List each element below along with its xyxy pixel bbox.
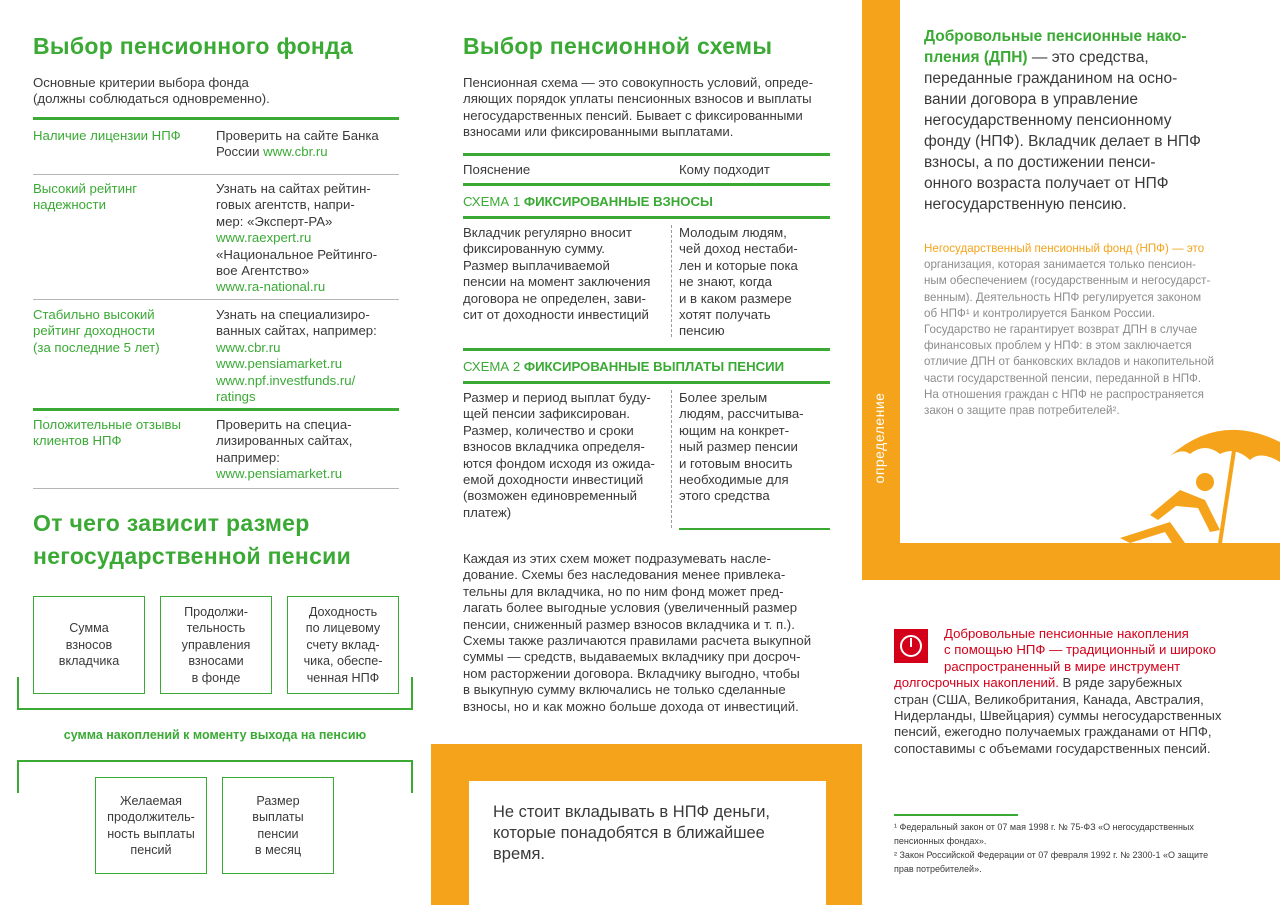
divider [33,117,399,120]
footnotes: ¹ Федеральный закон от 07 мая 1998 г. № 75-ФЗ «О негосударственных пенсионных фондах». ² Закон Российской Федерации от 07 февраля 1992 г. № 2300-1 «О защите прав потребителей». [894,822,1209,874]
link-investfunds[interactable]: www.npf.investfunds.ru/ [216,372,356,388]
footnote-divider [894,814,1018,816]
sum-label: сумма накоплений к моменту выхода на пенсию [63,728,367,742]
check-reviews: Проверить на специа- лизированных сайтах, например: www.pensiamarket.ru [216,417,404,483]
npf-definition: Негосударственный пенсионный фонд (НПФ) — это организация, которая занимается только пенсион- ным обеспечением (государственным и негосударст- венным). Деятельность НПФ регулируется законом об НПФ¹ и контролируется Банком России. Государство не гарантирует возврат ДПН в случае финансовых проблем у НПФ: в этом заключается отличие ДПН от банковских вкладов и накопительной части государственной пенсии, переданной в НПФ. На отношения граждан с НПФ не распространяется закон о защите прав потребителей². [924,242,1214,418]
scheme1-header: СХЕМА 1 ФИКСИРОВАННЫЕ ВЗНОСЫ [463,194,713,209]
side-label: определение [871,392,887,484]
fund-criteria-intro: Основные критерии выбора фонда (должны соблюдаться одновременно). [33,75,270,107]
divider [463,381,830,384]
scheme2-desc: Размер и период выплат буду- щей пенсии зафиксирован. Размер, количество и сроки взносов вкладчика определя- ются фондом исходя из ожида- емой доходности инвестиций (возможен единовременный платеж) [463,390,655,520]
dpn-definition: Добровольные пенсионные нако- пления (ДПН) — это средства, переданные гражданином на осно- вании договора в управление негосударственному пенсионному фонду (НПФ). Вкладчик делает в НПФ взносы, а по достижении пенси- онного возраста получает от НПФ негосударственную пенсию. [924,28,1201,213]
criterion-profitability: Стабильно высокий рейтинг доходности (за последние 5 лет) [33,307,160,355]
divider [679,528,830,530]
scheme2-header: СХЕМА 2 ФИКСИРОВАННЫЕ ВЫПЛАТЫ ПЕНСИИ [463,359,785,374]
scheme1-suits: Молодым людям, чей доход нестаби- лен и которые пока не знают, когда и в каком размере хотят получать пенсию [679,225,798,339]
scheme-choice-title: Выбор пенсионной схемы [463,33,773,59]
divider [33,408,399,411]
col-suits-header: Кому подходит [679,162,770,177]
fund-choice-title: Выбор пенсионного фонда [33,33,354,59]
check-license: Проверить на сайте Банка России www.cbr.ru [216,128,379,160]
alert-text: Добровольные пенсионные накопления с помощью НПФ — традиционный и широко распространенный в мире инструмент долгосрочных накоплений. В ряде зарубежных стран (США, Великобритания, Канада, Австралия, Нидерланды, Швейцария) суммы негосударственных пенсий, ежегодно получаемых гражданами от НПФ, сопоставимы с объемами государственных пенсий. [894,626,1222,756]
link-cbr[interactable]: www.cbr.ru [263,144,328,160]
divider [463,183,830,186]
divider [463,348,830,351]
link-raexpert[interactable]: www.raexpert.ru [216,230,312,246]
note-text: Не стоит вкладывать в НПФ деньги, которые понадобятся в ближайшее время. [493,803,771,863]
side-label-wrap [862,340,900,550]
row-divider [33,174,399,175]
scheme1-desc: Вкладчик регулярно вносит фиксированную сумму. Размер выплачиваемой пенсии на момент заключения договора не определен, зави- сит от доходности инвестиций [463,225,651,323]
link-ra-national[interactable]: www.ra-national.ru [216,279,326,295]
row-divider [33,488,399,489]
schemes-paragraph: Каждая из этих схем может подразумевать насле- дование. Схемы без наследования менее привлека- тельны для вкладчика, но по ним фонд может пред- лагать более выгодные условия (увеличенный размер пенсии, сниженный размер взносов вкладчика и т. п.). Схемы также различаются правилами расчета выкупной суммы — средств, выдаваемых вкладчику при досроч- ном расторжении договора. Вкладчику выгодно, чтобы в выкупную сумму включались не только сделанные взносы, но и как можно больше дохода от инвестиций. [463,551,812,714]
beach-umbrella-icon [1110,420,1280,543]
result-duration: Желаемая продолжитель- ность выплаты пенсий [95,777,207,874]
row-divider [33,299,399,300]
factor-contributions: Сумма взносов вкладчика [33,596,145,694]
link-cbr-2[interactable]: www.cbr.ru [216,339,281,355]
link-pensiamarket-2[interactable]: www.pensiamarket.ru [216,466,343,482]
divider [463,216,830,219]
pension-size-title: От чего зависит размер негосударственной пенсии [33,510,352,569]
criterion-license: Наличие лицензии НПФ [33,128,181,143]
link-investfunds-ratings[interactable]: ratings [216,389,256,405]
scheme-intro: Пенсионная схема — это совокупность условий, опреде- ляющих порядок уплаты пенсионных взносов и выплаты негосударственных пенсий. Бывает с фиксированными взносами или фиксированными выплатами. [463,75,813,140]
divider [463,153,830,156]
factor-duration: Продолжи- тельность управления взносами в фонде [160,596,272,694]
bracket-top [17,677,413,710]
column-separator [671,390,672,528]
link-pensiamarket[interactable]: www.pensiamarket.ru [216,356,343,372]
check-rating: Узнать на сайтах рейтин- говых агентств, напри- мер: «Эксперт-РА» www.raexpert.ru «Национальное Рейтинго- вое Агентство» www.ra-national.ru [216,181,404,296]
criterion-reviews: Положительные отзывы клиентов НПФ [33,417,181,449]
check-profitability: Узнать на специализиро- ванных сайтах, например: www.cbr.ru www.pensiamarket.ru www.npf.investfunds.ru/ ratings [216,307,404,405]
result-amount: Размер выплаты пенсии в месяц [222,777,334,874]
criterion-rating: Высокий рейтинг надежности [33,181,138,213]
factor-yield: Доходность по лицевому счету вклад- чика, обеспе- ченная НПФ [287,596,399,694]
scheme2-suits: Более зрелым людям, рассчитыва- ющим на конкрет- ный размер пенсии и готовым вносить необходимые для этого средства [679,390,804,504]
col-explanation-header: Пояснение [463,162,531,177]
bracket-bottom [17,760,413,793]
column-separator [671,225,672,337]
